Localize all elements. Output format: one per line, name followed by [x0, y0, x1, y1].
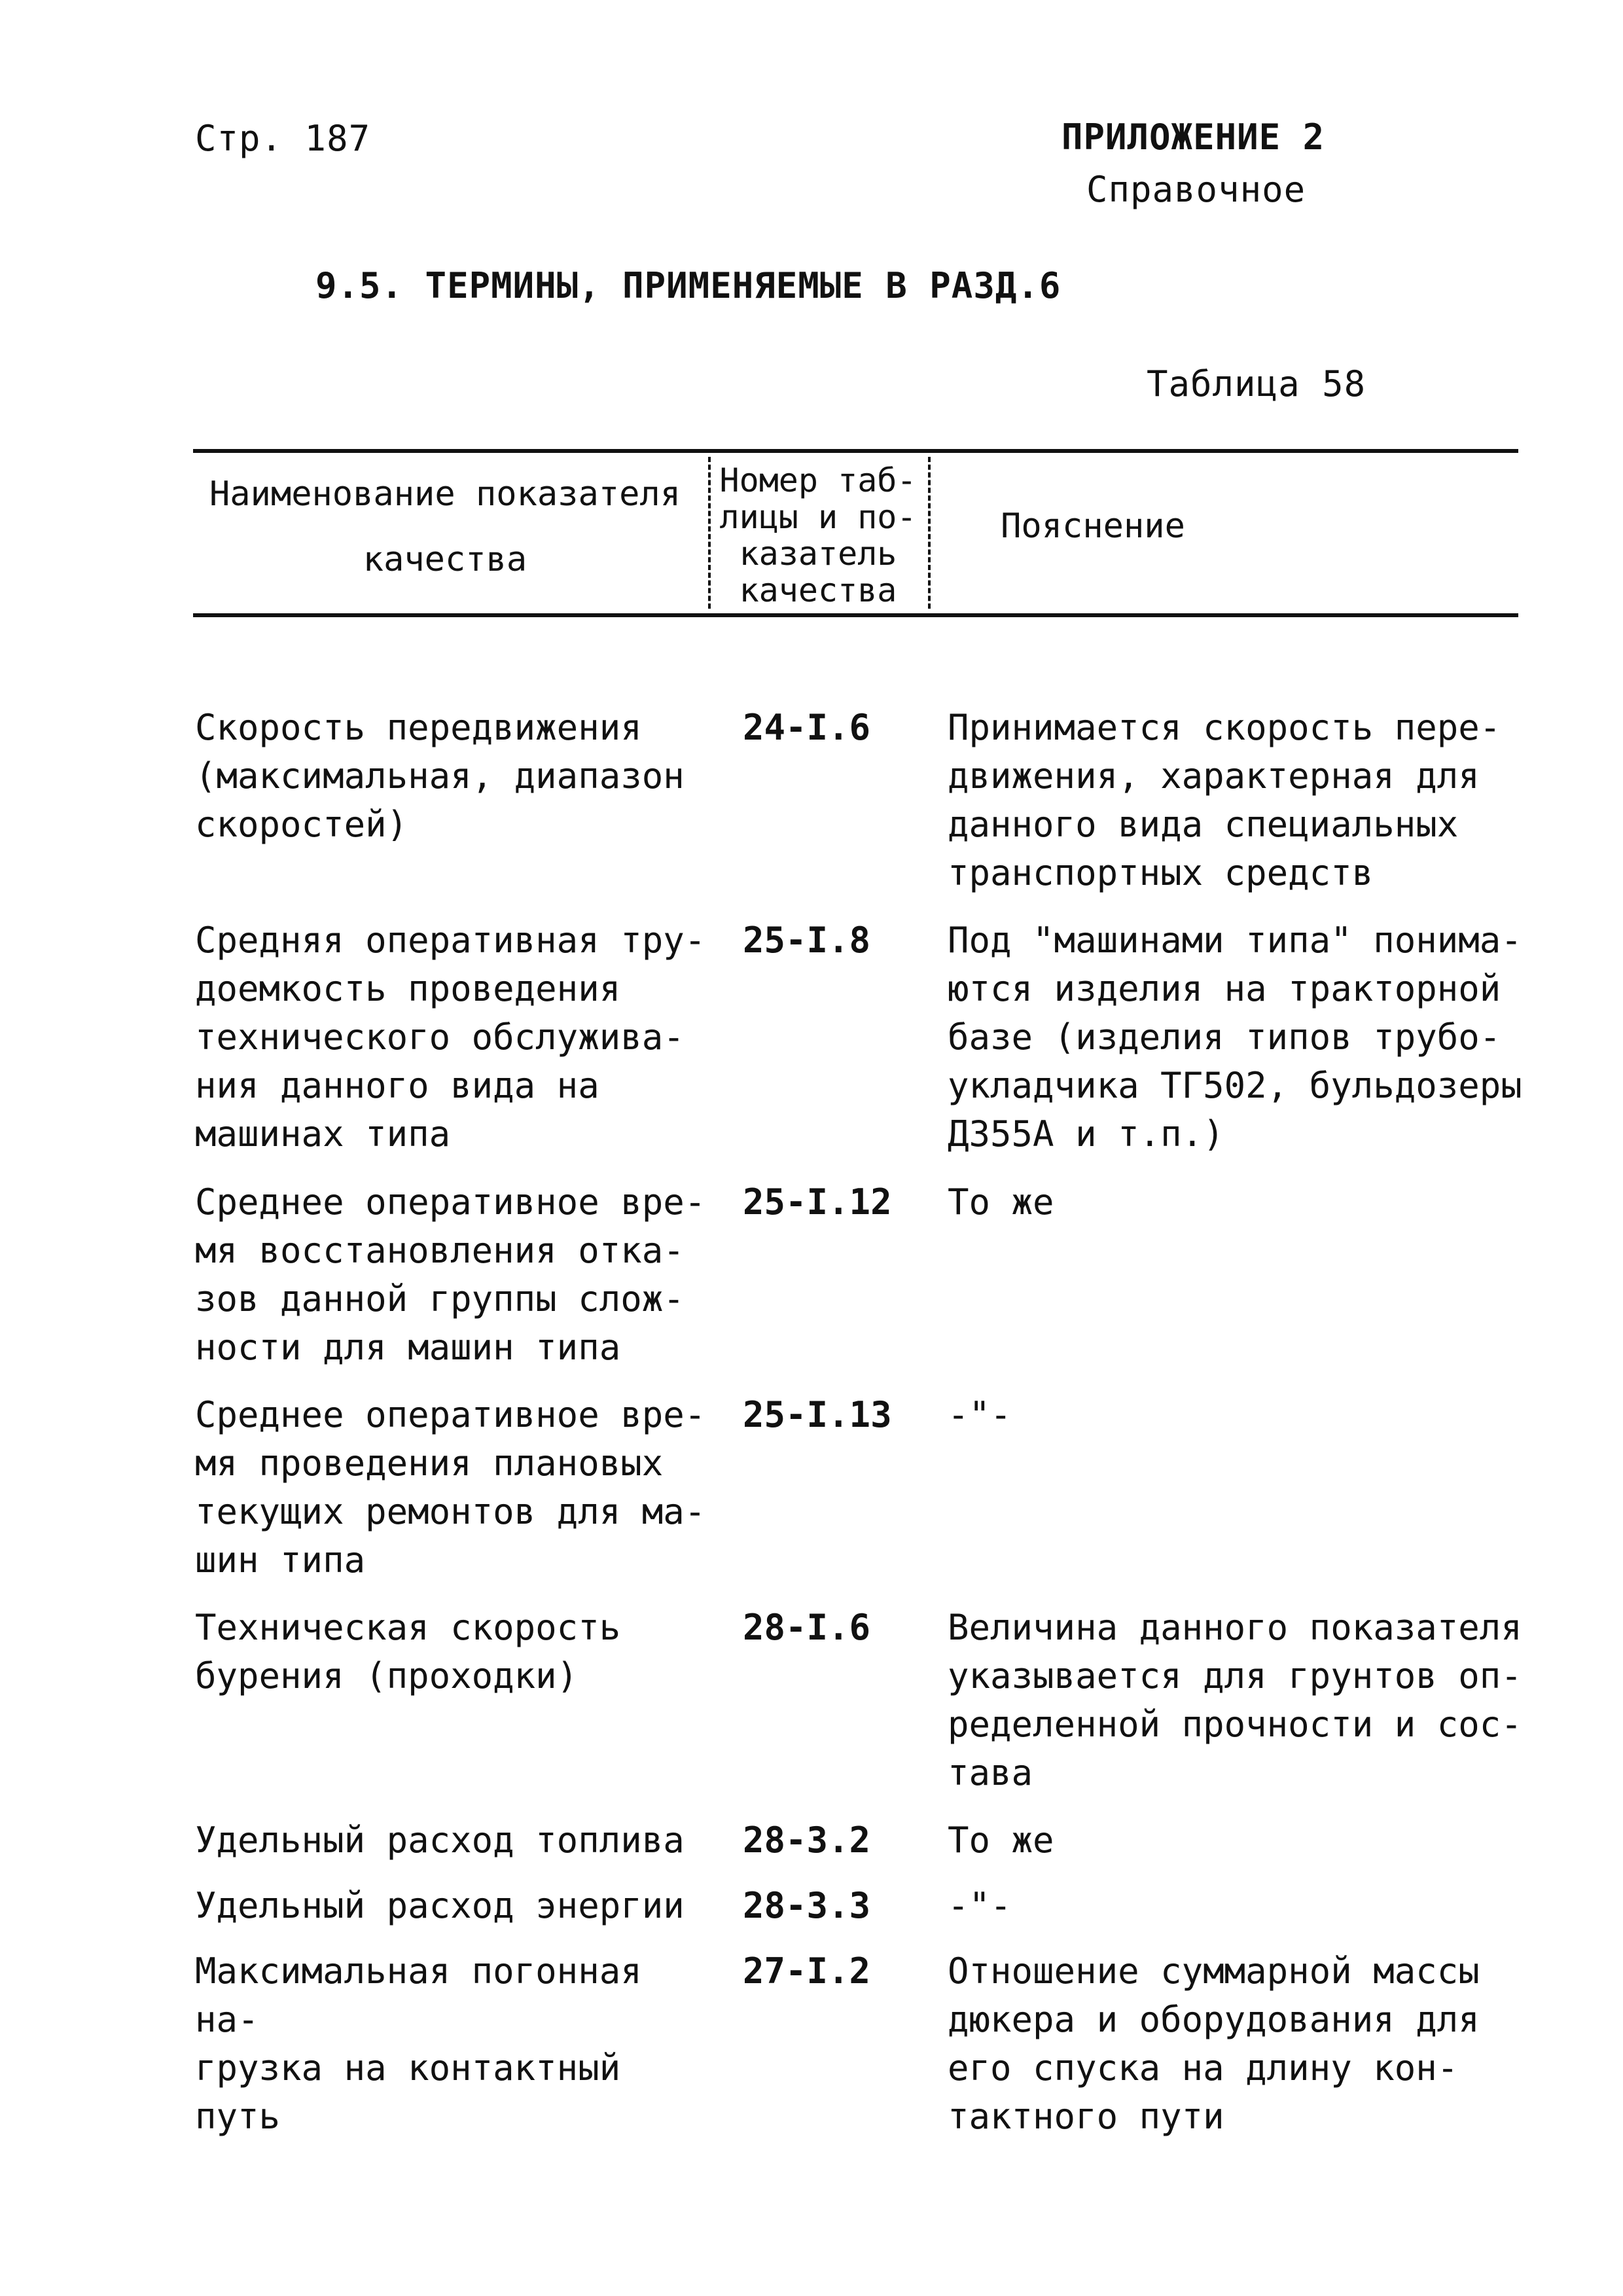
explanation: -"- — [948, 1394, 1012, 1435]
column-separator — [928, 457, 931, 609]
table-number: 25-I.8 — [743, 920, 871, 961]
quality-indicator-name: Удельный расход топлива — [195, 1820, 685, 1861]
explanation: Принимается скорость пере- движения, характерная для данного вида специальных транспортных средств — [948, 707, 1501, 893]
explanation: Величина данного показателя указывается для грунтов оп- ределенной прочности и сос- тава — [948, 1607, 1522, 1793]
header-bottom-rule — [193, 613, 1518, 617]
explanation: Отношение суммарной массы дюкера и оборудования для его спуска на длину кон- тактного пути — [948, 1950, 1480, 2137]
explanation: -"- — [948, 1885, 1012, 1926]
quality-indicator-name: Удельный расход энергии — [195, 1885, 685, 1926]
appendix-type: Справочное — [1086, 169, 1306, 210]
column-separator — [708, 457, 711, 609]
table-number: 27-I.2 — [743, 1950, 871, 1992]
section-title: 9.5. ТЕРМИНЫ, ПРИМЕНЯЕМЫЕ В РАЗД.6 — [315, 265, 1061, 306]
appendix-heading: ПРИЛОЖЕНИЕ 2 — [1061, 117, 1325, 158]
page-reference: Стр. 187 — [195, 118, 371, 159]
quality-indicator-name: Среднее оперативное вре- мя восстановления отка- зов данной группы слож- ности для машин типа — [195, 1181, 706, 1368]
quality-indicator-name: Скорость передвижения (максимальная, диапазон скоростей) — [195, 707, 685, 845]
table-number: 28-I.6 — [743, 1607, 871, 1648]
column-header-number: Номер таб- лицы и по- казатель качества — [719, 461, 917, 609]
explanation: То же — [948, 1820, 1054, 1861]
table-label: Таблица 58 — [1147, 363, 1366, 404]
explanation: Под "машинами типа" понима- ются изделия на тракторной базе (изделия типов трубо- укладчика ТГ502, бульдозеры Д355А и т.п.) — [948, 920, 1522, 1155]
column-header-name: Наименование показателя качества — [209, 475, 681, 579]
table-number: 28-3.3 — [743, 1885, 871, 1926]
table-number: 24-I.6 — [743, 707, 871, 748]
column-header-note: Пояснение — [1001, 507, 1185, 546]
table-number: 25-I.13 — [743, 1394, 892, 1435]
table-number: 28-3.2 — [743, 1820, 871, 1861]
quality-indicator-name: Максимальная погонная на- грузка на контактный путь — [195, 1950, 642, 2137]
explanation: То же — [948, 1181, 1054, 1223]
quality-indicator-name: Техническая скорость бурения (проходки) — [195, 1607, 621, 1696]
header-top-rule — [193, 449, 1518, 453]
table-number: 25-I.12 — [743, 1181, 892, 1223]
quality-indicator-name: Средняя оперативная тру- доемкость проведения технического обслужива- ния данного вида на машинах типа — [195, 920, 706, 1155]
quality-indicator-name: Среднее оперативное вре- мя проведения плановых текущих ремонтов для ма- шин типа — [195, 1394, 706, 1581]
